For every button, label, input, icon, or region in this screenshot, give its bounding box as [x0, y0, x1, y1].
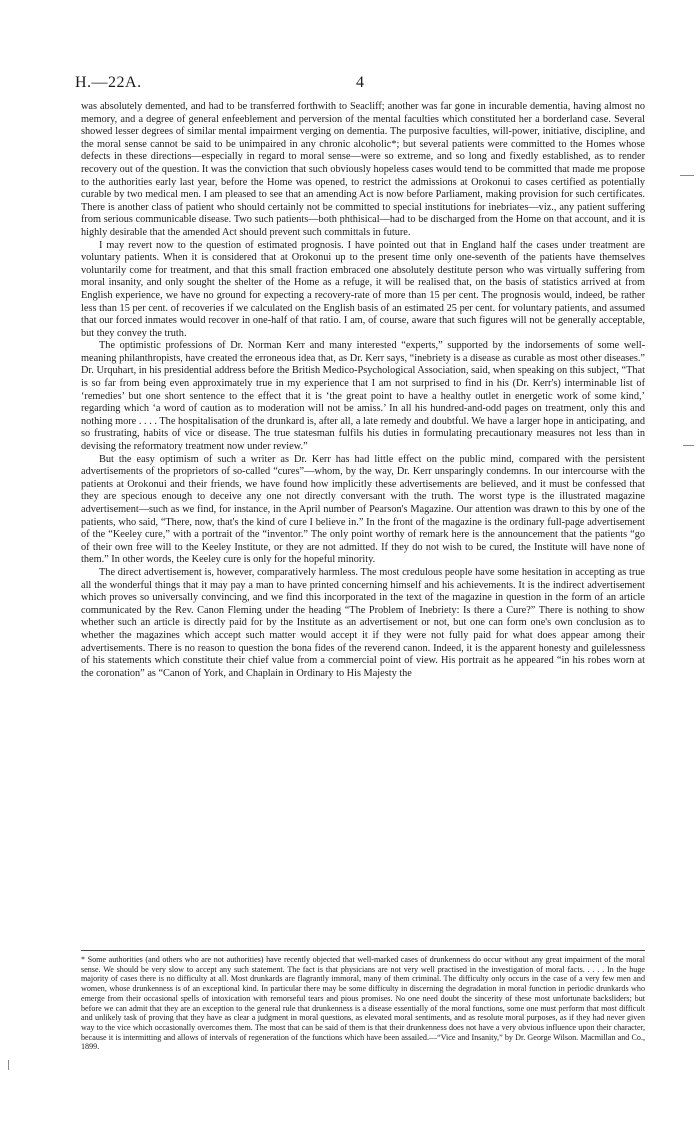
page-header — [75, 74, 645, 96]
body-text — [81, 101, 645, 680]
document-id: H.—22A. — [75, 74, 142, 91]
margin-mark — [8, 1060, 9, 1070]
margin-mark — [680, 175, 694, 176]
footnote: * Some authorities (and others who are not authorities) have recently objected that well-marked cases of drunkenness do occur without any great impairment of the moral sense. We should be very slow to accept any such statement. The fact is that physicians are not very well practised in the investigation of moral facts. . . . . In the huge majority of cases there is no difficulty at all. Most drunkards are flagrantly immoral, many of them criminal. The difficulty only occurs in the case of a very few men and women, whose drunkenness is of an exceptional kind. In particular there may be some difficulty in discerning the degradation in moral function in periodic drunkards who emerge from their occasional spells of intoxication with remorseful tears and pious promises. No one need doubt the sincerity of these most unfortunate backsliders; but before we can admit that they are an exception to the general rule that drunkenness is a disease essentially of the moral functions, some one must perform that most difficult and unlikely task of proving that they have as clear a judgment in moral questions, as elevated moral sentiments, and as resolute moral purposes, as if they had never given way to the vice which occasionally overcomes them. The most that can be said of them is that their drunkenness does not have a very obvious influence upon their character, because it is intermitting and allows of intervals of regeneration of the functions which have been assailed.—“Vice and Insanity,” by Dr. George Wilson. Macmillan and Co., 1899. — [81, 955, 645, 1052]
paragraph: But the easy optimism of such a writer as Dr. Kerr has had little effect on the public mind, compared with the persistent advertisements of the proprietors of so-called “cures”—whom, by the way, Dr. Kerr unsparingly condemns. In our intercourse with the patients at Orokonui and their friends, we have found how implicitly these advertisements are believed, and it must be confessed that they are specious enough to deceive any one not directly conversant with the truth. The worst type is the illustrated magazine advertisement—such as we find, for instance, in the April number of Pearson's Magazine. Our attention was drawn to this by one of the patients, who said, “There, now, that's the kind of cure I believe in.” In the front of the magazine is the ordinary full-page advertisement of the “Keeley cure,” with a portrait of the “inventor.” The only point worthy of remark here is the announcement that the patients “go of their own free will to the Keeley Institute, or they are not admitted. If they do not wish to be cured, the Institute will have none of them.” In other words, the Keeley cure is only for the hopeful minority. — [81, 453, 645, 566]
paragraph: The direct advertisement is, however, comparatively harmless. The most credulous people have some hesitation in accepting as true all the wonderful things that it may pay a man to have printed concerning himself and his achievements. It is the indirect advertisement which proves so universally convincing, and we find this incorporated in the text of the magazine in question in the form of an article communicated by the Rev. Canon Fleming under the heading “The Problem of Inebriety: Is there a Cure?” There is nothing to show whether such an article is directly paid for by the Institute as an advertisement or not, but one can form one's own conclusion as to whether the magazines which accept such matter would accept it if they were not fully paid for what does appear among their advertisements. There is no reason to question the bona fides of the reverend canon. Indeed, it is the apparent honesty and guilelessness of his statements which constitute their chief value from a commercial point of view. His portrait as he appeared “in his robes worn at the coronation” as “Canon of York, and Chaplain in Ordinary to His Majesty the — [81, 566, 645, 679]
margin-mark — [683, 445, 694, 446]
paragraph: I may revert now to the question of estimated prognosis. I have pointed out that in England half the cases under treatment are voluntary patients. When it is considered that at Orokonui up to the present time only one-seventh of the patients have themselves voluntarily come for treatment, and that this small fraction embraced one absolutely destitute person who was virtually suffering from moral insanity, and only sought the shelter of the Home as a refuge, it will be realised that, on the basis of statistics arrived at from English experience, we have no ground for expecting a recovery-rate of more than 15 per cent. The prognosis would, indeed, be rather less than 15 per cent. of recoveries if we calculated on the English basis of an estimated 25 per cent. for voluntary patients, and assumed that our forced inmates would recover in one-half of that ratio. I am, of course, aware that such figures will not be generally acceptable, but they convey the truth. — [81, 239, 645, 339]
footnote-divider — [81, 950, 645, 951]
page-number: 4 — [356, 74, 364, 91]
paragraph: The optimistic professions of Dr. Norman Kerr and many interested “experts,” supported by the indorsements of some well-meaning philanthropists, have created the erroneous idea that, as Dr. Kerr says, “inebriety is a disease as curable as most other diseases.” Dr. Urquhart, in his presidential address before the British Medico-Psychological Association, said, when speaking on this subject, “That is so far from being even approximately true in my experience that I am not surprised to find in his (Dr. Kerr's) interminable list of ‘remedies’ but one short sentence to the effect that it is ‘the great point to have a healthy outlet in energetic work of some kind,’ regarding which ‘a word of caution as to moderation will not be amiss.’ In all his hundred-and-odd pages on treatment, only this and nothing more . . . . The hospitalisation of the drunkard is, after all, a late remedy and doubtful. We have a larger hope in anticipating, and so frustrating, habits of vice or disease. The true statesman fulfils his duties in formulating precautionary measures not less than in devising the reformatory treatment now under review.” — [81, 340, 645, 453]
paragraph: was absolutely demented, and had to be transferred forthwith to Seacliff; another was far gone in incurable dementia, having almost no memory, and a degree of general enfeeblement and perversion of the mental faculties which constituted her a borderland case. Several showed lesser degrees of similar mental impairment verging on dementia. The purposive faculties, will-power, initiative, discipline, and the moral sense cannot be said to be unimpaired in any chronic alcoholic*; but several patients were committed to the Homes whose defects in these directions—especially in regard to moral sense—were so extreme, and so long and fixedly established, as to render recovery out of the question. It was the conviction that such obviously hopeless cases would tend to be committed that made me propose to the authorities early last year, before the Home was opened, to restrict the admissions at Orokonui to cases certified as potentially curable by two medical men. I am pleased to see that an amending Act is now before Parliament, making provision for such certificates. There is another class of patient who should certainly not be committed to special institutions for inebriates—viz., any patient suffering from serious communicable disease. Two such patients—both phthisical—had to be discharged from the Home on that account, and it is highly desirable that the amended Act should prevent such committals in future. — [81, 101, 645, 238]
